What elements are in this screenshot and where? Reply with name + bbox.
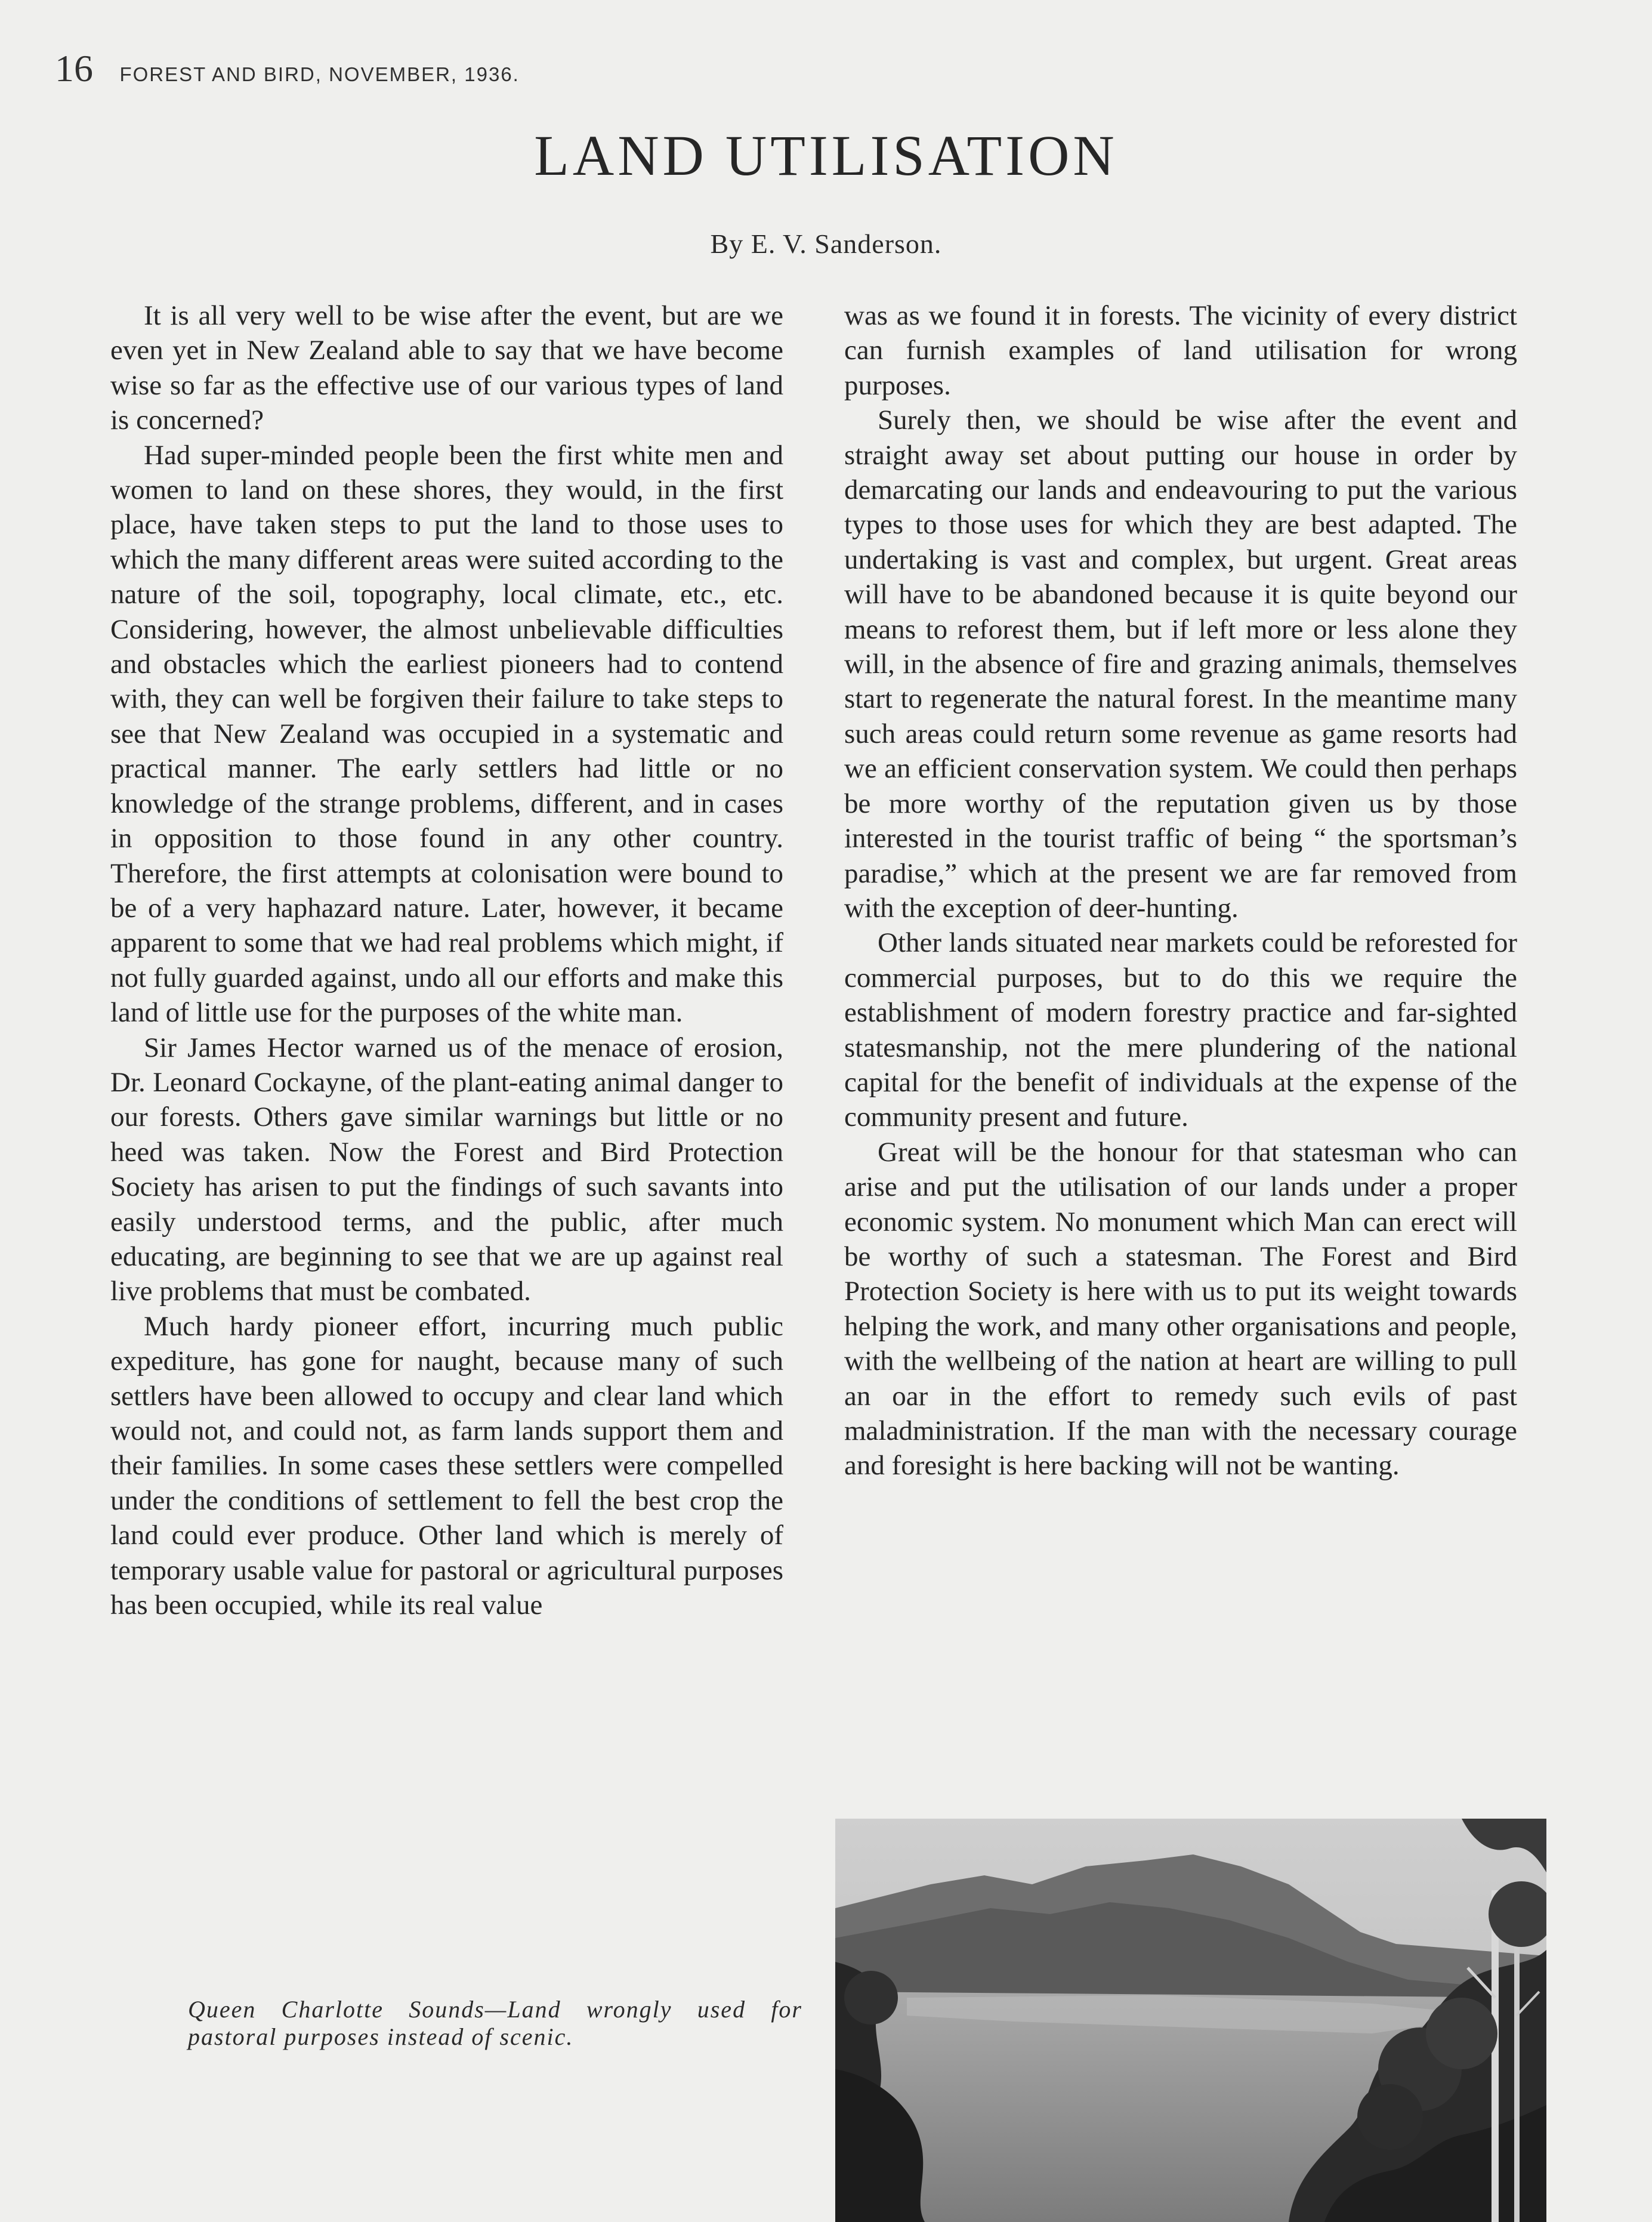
paragraph: Surely then, we should be wise after the event and straight away set about putting our house in order by demarcating our lands and endeavouring to put the various types to those uses for which they are best adapted. The undertaking is vast and complex, but urgent. Great areas will have to be abandoned because it is quite beyond our means to reforest them, but if left more or less alone they will, in the absence of fire and grazing animals, themselves start to regenerate the natural forest. In the meantime many such areas could return some revenue as game resorts had we an efficient conservation system. We could then perhaps be more worthy of the reputation given us by those interested in the tourist traffic of being “ the sportsman’s paradise,” which at the present we are far removed from with the exception of deer-hunting. (844, 405, 1517, 924)
queen-charlotte-sounds-photo (835, 1819, 1546, 2222)
article-byline: By E. V. Sanderson. (710, 229, 942, 259)
paragraph: Much hardy pioneer effort, incurring much public expediture, has gone for naught, because many of such settlers have been allowed to occupy and clear land which would not, and could not, as farm lands support them and their families. In some cases these settlers were compelled under the conditions of settlement to fell the best crop the land could ever produce. Other land which is merely of temporary usable value for pastoral or agricultural purposes has been occupied, while its real value (110, 1310, 783, 1621)
paragraph: Had super-minded people been the first white men and women to land on these shores, they would, in the first place, have taken steps to put the land to those uses to which the many different areas were suited according to the nature of the soil, topography, local climate, etc., etc. Considering, however, the almost unbelievable difficulties and obstacles which the earliest pioneers had to contend with, they can well be forgiven their failure to take steps to see that New Zealand was occupied in a systematic and practical manner. The early settlers had little or no knowledge of the strange problems, different, and in cases in opposition to those found in any other country. Therefore, the first attempts at colonisation were bound to be of a very haphazard nature. Later, however, it became apparent to some that we had real problems which might, if not fully guarded against, undo all our efforts and make this land of little use for the purposes of the white man. (110, 439, 783, 1029)
page-header (55, 47, 520, 91)
left-column (110, 298, 783, 1622)
photo-caption: Queen Charlotte Sounds—Land wrongly used for pastoral purposes instead of scenic. (188, 1996, 802, 2050)
running-head: FOREST AND BIRD, NOVEMBER, 1936. (119, 63, 520, 85)
paragraph: Great will be the honour for that statesman who can arise and put the utilisation of our lands under a proper economic system. No monument which Man can erect will be worthy of such a statesman. The Forest and Bird Protection Society is here with us to put its weight towards helping the work, and many other organisations and people, with the wellbeing of the nation at heart are willing to pull an oar in the effort to remedy such evils of past maladministration. If the man with the necessary courage and foresight is here backing will not be wanting. (844, 1136, 1517, 1482)
page-number: 16 (55, 47, 93, 90)
paragraph-continuation: was as we found it in forests. The vicinity of every district can furnish examples of land utilisation for wrong purposes. (844, 300, 1517, 401)
paragraph: It is all very well to be wise after the event, but are we even yet in New Zealand able to say that we have become wise so far as the effective use of our various types of land is concerned? (110, 300, 783, 436)
right-column (844, 298, 1517, 1483)
paragraph: Sir James Hector warned us of the menace of erosion, Dr. Leonard Cockayne, of the plant-eating animal danger to our forests. Others gave similar warnings but little or no heed was taken. Now the Forest and Bird Protection Society has arisen to put the findings of such savants into easily understood terms, and the public, after much educating, are beginning to see that we are up against real live problems that must be combated. (110, 1032, 783, 1307)
article-title: LAND UTILISATION (534, 124, 1118, 187)
paragraph: Other lands situated near markets could be reforested for commercial purposes, but to do this we require the establishment of modern forestry practice and far-sighted statesmanship, not the mere plundering of the national capital for the benefit of individuals at the expense of the community present and future. (844, 927, 1517, 1133)
